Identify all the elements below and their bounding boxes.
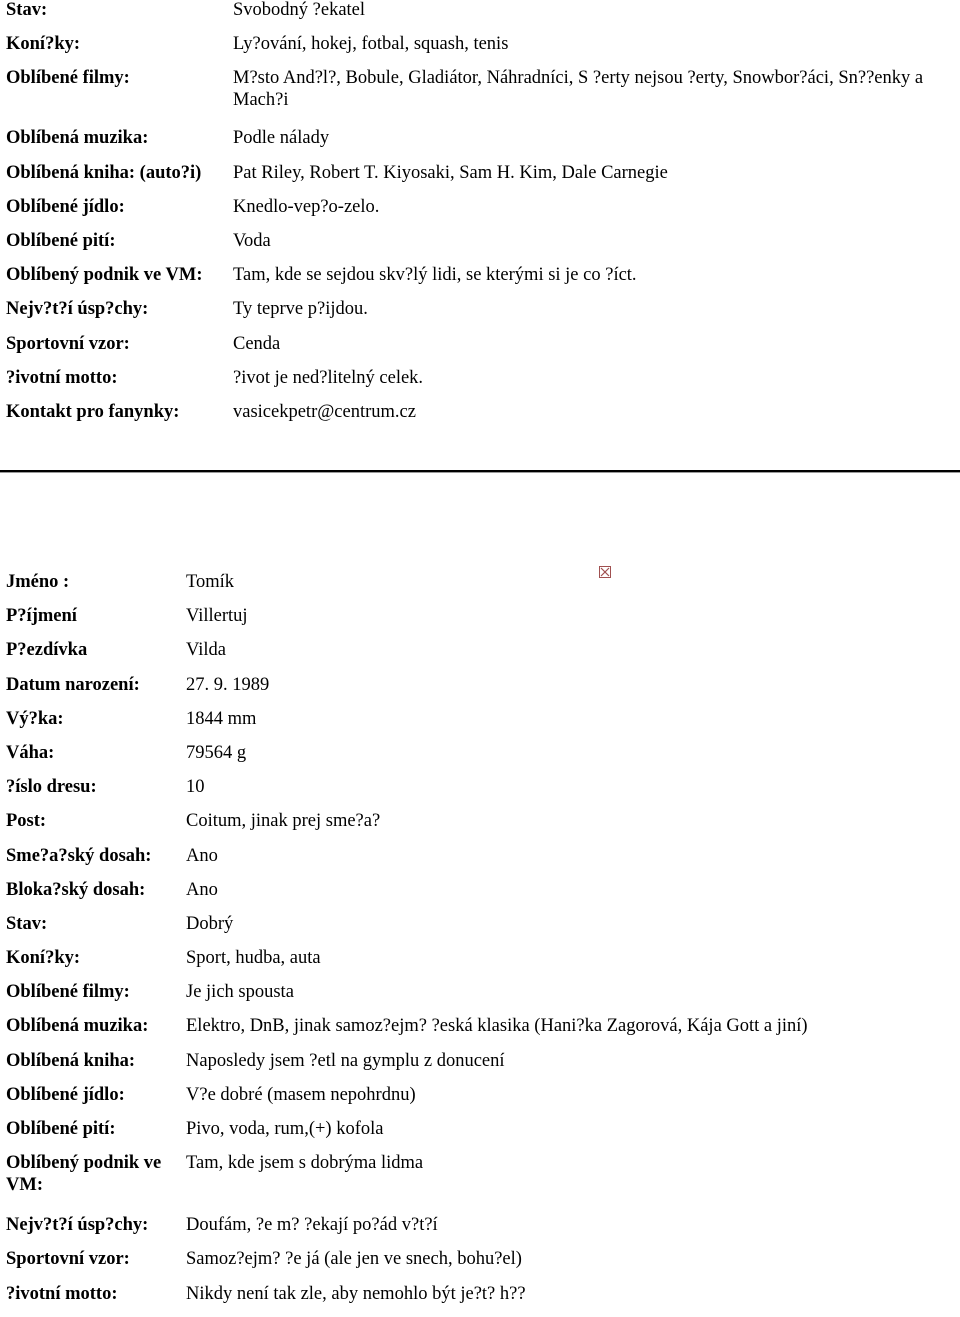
field-label: Oblíbený podnik ve VM:	[6, 265, 203, 286]
field-label: Oblíbené pití:	[6, 230, 116, 251]
profile-row	[6, 776, 956, 810]
profile-row	[6, 401, 933, 435]
profile-row	[6, 1015, 956, 1049]
profile-row	[6, 298, 933, 332]
field-label: ?ivotní motto:	[6, 1283, 118, 1304]
field-value: Cenda	[233, 333, 281, 354]
field-label: Oblíbené filmy:	[6, 68, 130, 89]
profile-row	[6, 913, 956, 947]
field-label: Sportovní vzor:	[6, 333, 130, 354]
profile-row	[6, 742, 956, 776]
field-label: Post:	[6, 811, 47, 832]
field-value: Ano	[186, 845, 218, 866]
field-value: 27. 9. 1989	[186, 674, 270, 695]
field-value: Je jich spousta	[186, 982, 294, 1003]
field-label: Oblíbená kniha: (auto?i)	[6, 162, 202, 183]
field-label: Oblíbené filmy:	[6, 982, 130, 1003]
section-divider	[0, 470, 960, 473]
field-value: Pat Riley, Robert T. Kiyosaki, Sam H. Kim, Dale Carnegie	[233, 162, 668, 183]
field-value: Coitum, jinak prej sme?a?	[186, 811, 381, 832]
field-value: Samoz?ejm? ?e já (ale jen ve snech, bohu?el)	[186, 1249, 522, 1270]
field-value: Doufám, ?e m? ?ekají po?ád v?t?í	[186, 1215, 438, 1236]
field-label: Oblíbený podnik ve VM:	[6, 1153, 162, 1196]
field-value: 1844 mm	[186, 708, 257, 729]
field-label: Sportovní vzor:	[6, 1249, 130, 1270]
profile-row	[6, 127, 933, 161]
field-label: Oblíbené pití:	[6, 1119, 116, 1139]
field-value: 79564 g	[186, 742, 247, 763]
profile-row	[6, 333, 933, 367]
field-label: Stav:	[6, 913, 48, 934]
field-value: Svobodný ?ekatel	[233, 0, 366, 20]
profile-row	[6, 845, 956, 879]
field-value: Vilda	[186, 640, 226, 661]
field-label: Oblíbené jídlo:	[6, 196, 125, 217]
profile-table-2	[6, 571, 956, 1317]
field-label: Oblíbená kniha:	[6, 1050, 136, 1071]
field-label: ?ivotní motto:	[6, 367, 118, 388]
profile-row	[6, 162, 933, 196]
profile-row	[6, 367, 933, 401]
field-label: P?ezdívka	[6, 640, 88, 661]
profile-row	[6, 0, 933, 33]
profile-row	[6, 67, 933, 127]
profile-row	[6, 605, 956, 639]
field-value: Ty teprve p?ijdou.	[233, 299, 368, 320]
field-label: Oblíbené jídlo:	[6, 1084, 125, 1105]
profile-table-1	[6, 0, 933, 435]
field-value: Voda	[233, 230, 271, 251]
field-value: V?e dobré (masem nepohrdnu)	[186, 1084, 416, 1105]
field-value: Knedlo-vep?o-zelo.	[233, 196, 380, 217]
profile-row	[6, 1084, 956, 1118]
field-value: Nikdy není tak zle, aby nemohlo být je?t? h??	[186, 1283, 526, 1304]
profile-row	[6, 571, 956, 605]
profile-row	[6, 196, 933, 230]
profile-row	[6, 1283, 956, 1317]
field-label: Bloka?ský dosah:	[6, 879, 146, 900]
field-label: Vý?ka:	[6, 708, 64, 729]
profile-row	[6, 1118, 956, 1152]
profile-row	[6, 879, 956, 913]
field-value: Ano	[186, 879, 218, 900]
profile-row	[6, 947, 956, 981]
field-label: Kontakt pro fanynky:	[6, 401, 180, 422]
profile-row	[6, 33, 933, 67]
profile-row	[6, 230, 933, 264]
field-value: Sport, hudba, auta	[186, 948, 321, 969]
field-value: Naposledy jsem ?etl na gymplu z donucení	[186, 1050, 505, 1071]
field-value: Tam, kde jsem s dobrýma lidma	[186, 1153, 424, 1174]
field-label: Váha:	[6, 742, 55, 763]
field-label: Datum narození:	[6, 674, 140, 695]
field-label: Nejv?t?í úsp?chy:	[6, 1215, 149, 1236]
profile-row	[6, 708, 956, 742]
field-label: Nejv?t?í úsp?chy:	[6, 299, 149, 320]
profile-row	[6, 981, 956, 1015]
field-value: Dobrý	[186, 913, 234, 934]
field-value: Elektro, DnB, jinak samoz?ejm? ?eská klasika (Hani?ka Zagorová, Kája Gott a jiní)	[186, 1016, 808, 1037]
field-label: Oblíbená muzika:	[6, 1016, 149, 1037]
field-label: P?íjmení	[6, 606, 77, 627]
field-value: 10	[186, 777, 205, 798]
field-label: Stav:	[6, 0, 48, 20]
contact-email: vasicekpetr@centrum.cz	[233, 401, 416, 422]
field-value: Villertuj	[186, 606, 248, 627]
field-value: Tomík	[186, 572, 235, 592]
profile-row	[6, 1152, 956, 1214]
field-value: Podle nálady	[233, 128, 330, 149]
profile-row	[6, 1248, 956, 1282]
field-label: Jméno :	[6, 572, 70, 592]
profile-row	[6, 639, 956, 673]
field-value: M?sto And?l?, Bobule, Gladiátor, Náhradníci, S ?erty nejsou ?erty, Snowbor?áci, Sn??enky a Mach?i	[233, 68, 924, 111]
profile-row	[6, 674, 956, 708]
field-label: Oblíbená muzika:	[6, 128, 149, 149]
profile-row	[6, 1214, 956, 1248]
profile-row	[6, 810, 956, 844]
field-label: Sme?a?ský dosah:	[6, 845, 152, 866]
profile-row	[6, 264, 933, 298]
field-value: ?ivot je ned?litelný celek.	[233, 367, 424, 388]
field-label: ?íslo dresu:	[6, 777, 97, 798]
field-label: Koní?ky:	[6, 34, 81, 55]
profile-row	[6, 1050, 956, 1084]
field-label: Koní?ky:	[6, 948, 81, 969]
field-value: Tam, kde se sejdou skv?lý lidi, se kterými si je co ?íct.	[233, 265, 637, 286]
field-value: Pivo, voda, rum,(+) kofola	[186, 1119, 384, 1139]
field-value: Ly?ování, hokej, fotbal, squash, tenis	[233, 34, 509, 55]
